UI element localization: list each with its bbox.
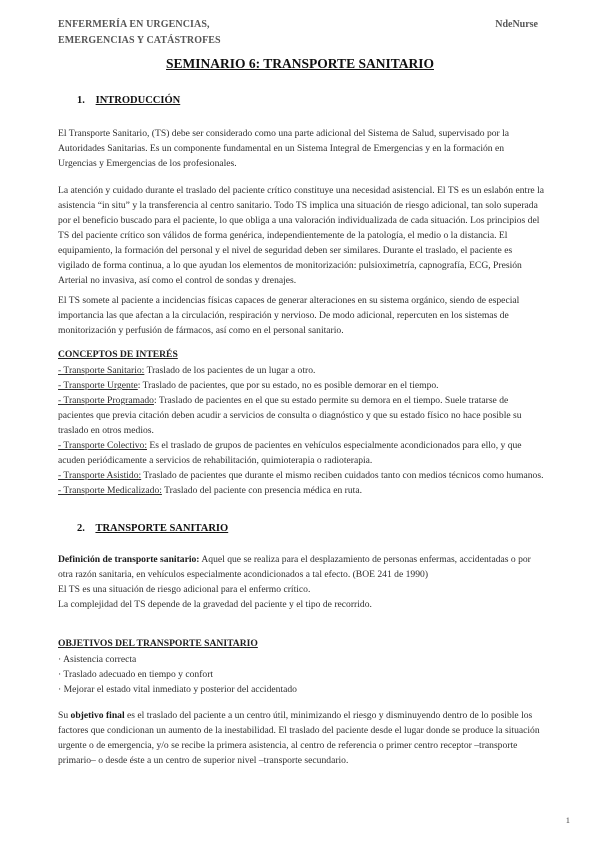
list-item: - Transporte Colectivo: Es el traslado de grupos de pacientes en vehículos especialmente acondicionados para ello, y que acuden periódicamente a servicios de rehabilitación, quimioterapia o radioterapia. bbox=[58, 440, 522, 466]
complejidad-line: La complejidad del TS depende de la gravedad del paciente y el tipo de recorrido. bbox=[58, 599, 372, 610]
header-author: NdeNurse bbox=[495, 19, 538, 30]
definicion-paragraph: Definición de transporte sanitario: Aquel que se realiza para el desplazamiento de personas enfermas, accidentadas o por otra razón sanitaria, en vehículos especialmente acondicionados a tal efecto. (BOE 241 de 1990) El TS es una situación de riesgo adicional para el enfermo crítico. La complejidad del TS depende de la gravedad del paciente y el tipo de recorrido. bbox=[58, 552, 544, 612]
header-course-line1: ENFERMERÍA EN URGENCIAS, bbox=[58, 19, 210, 30]
list-item: · Traslado adecuado en tiempo y confort bbox=[58, 669, 214, 680]
list-item: - Transporte Urgente: Traslado de pacientes, que por su estado, no es posible demorar en el tiempo. bbox=[58, 380, 439, 391]
list-item: - Transporte Medicalizado: Traslado del paciente con presencia médica en ruta. bbox=[58, 485, 362, 496]
objetivo-final-label: objetivo final bbox=[70, 710, 125, 721]
section-number: 2. bbox=[77, 523, 85, 534]
objetivos-list bbox=[58, 652, 544, 697]
intro-paragraph-3: El TS somete al paciente a incidencias físicas capaces de generar alteraciones en su sistema orgánico, siendo de especial importancia las que afectan a la circulación, respiración y nervioso. De modo adicional, repercuten en los sistemas de monitorización y perfusión de fármacos, así como en el personal sanitario. bbox=[58, 295, 520, 336]
definicion-label: Definición de transporte sanitario: bbox=[58, 554, 200, 565]
header-course-line2: EMERGENCIAS Y CATÁSTROFES bbox=[58, 35, 221, 46]
list-item: - Transporte Programado: Traslado de pacientes en el que su estado permite su demora en el tiempo. Suele tratarse de pacientes que previa citación deben acudir a servicios de consulta o diagnóstico y que su estado físico no hace posible su traslado en otros medios. bbox=[58, 395, 522, 436]
list-item: - Transporte Asistido: Traslado de pacientes que durante el mismo reciben cuidados tanto con medios técnicos como humanos. bbox=[58, 470, 544, 481]
section-label: TRANSPORTE SANITARIO bbox=[95, 523, 229, 534]
section-label: INTRODUCCIÓN bbox=[95, 95, 181, 106]
intro-paragraph-2: La atención y cuidado durante el traslado del paciente crítico constituye una necesidad asistencial. El TS es un eslabón entre la asistencia “in situ” y la transferencia al centro sanitario. Todo TS implica una situación de riesgo adicional, tan solo superada por el beneficio buscado para el paciente, lo que obliga a una valoración individualizada de cada situación. Los principios del TS del paciente crítico son válidos de forma genérica, independientemente de la patología, el medio o la distancia. El equipamiento, la formación del personal y el nivel de seguridad deben ser similares. Durante el traslado, el paciente es vigilado de forma continua, a lo que ayudan los elementos de monitorización: pulsioximetría, capnografía, ECG, Presión Arterial no invasiva, así como el control de sondas y drenajes. bbox=[58, 185, 544, 286]
header-course bbox=[58, 17, 221, 49]
page-number: 1 bbox=[565, 815, 570, 825]
section-heading-transporte-sanitario bbox=[77, 523, 228, 534]
list-item: · Mejorar el estado vital inmediato y posterior del accidentado bbox=[58, 684, 297, 695]
page-title: SEMINARIO 6: TRANSPORTE SANITARIO bbox=[166, 56, 434, 71]
objetivo-final-paragraph: Su objetivo final es el traslado del paciente a un centro útil, minimizando el riesgo y disminuyendo dentro de lo posible los factores que condicionan un aumento de la inestabilidad. El traslado del paciente desde el lugar donde se produce la situación urgente o de emergencia, y/o se recibe la primera asistencia, al centro de referencia o primer centro receptor –transporte primario– o desde éste a un centro de superior nivel –transporte secundario. bbox=[58, 710, 540, 766]
section-heading-introduccion bbox=[77, 95, 180, 106]
conceptos-heading: CONCEPTOS DE INTERÉS bbox=[58, 349, 178, 360]
riesgo-line: El TS es una situación de riesgo adicional para el enfermo crítico. bbox=[58, 584, 311, 595]
conceptos-list bbox=[58, 363, 544, 498]
list-item: - Transporte Sanitario: Traslado de los pacientes de un lugar a otro. bbox=[58, 365, 316, 376]
intro-paragraph-1: El Transporte Sanitario, (TS) debe ser considerado como una parte adicional del Sistema de Salud, supervisado por la Autoridades Sanitarias. Es un componente fundamental en un Sistema Integral de Emergencias y en la formación en Urgencias y Emergencias de los profesionales. bbox=[58, 128, 510, 169]
section-number: 1. bbox=[77, 95, 85, 106]
list-item: · Asistencia correcta bbox=[58, 654, 137, 665]
objetivos-heading: OBJETIVOS DEL TRANSPORTE SANITARIO bbox=[58, 638, 258, 649]
